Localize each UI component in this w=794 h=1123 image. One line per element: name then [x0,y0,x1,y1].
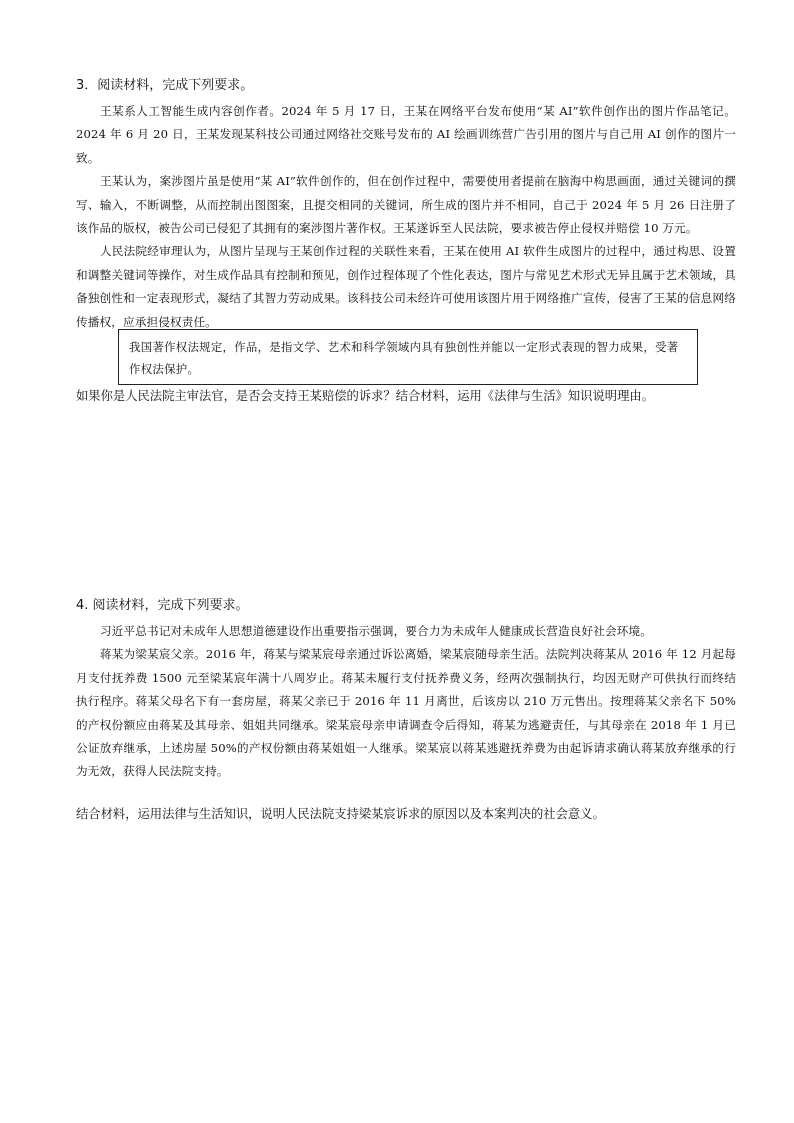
copyright-law-box: 我国著作权法规定，作品，是指文学、艺术和科学领域内具有独创性并能以一定形式表现的智力成果，受著作权法保护。 [118,329,698,385]
question-4-prompt: 结合材料，运用法律与生活知识，说明人民法院支持梁某宸诉求的原因以及本案判决的社会意义。 [76,807,605,821]
question-4-title: 4. 阅读材料，完成下列要求。 [76,598,249,613]
question-4-paragraph: 习近平总书记对未成年人思想道德建设作出重要指示强调，要合力为未成年人健康成长营造良好社会环境。 [100,624,652,638]
question-3-paragraph: 王某系人工智能生成内容创作者。2024 年 5 月 17 日，王某在网络平台发布使用“某 AI”软件创作出的图片作品笔记。2024 年 6 月 20 日，王某发现某科技公司通过网络社交账号发布的 AI 绘画训练营广告引用的图片与自己用 AI 创作的图片一致。 [76,104,736,165]
question-3-paragraph: 王某认为，案涉图片虽是使用“某 AI”软件创作的，但在创作过程中，需要使用者提前在脑海中构思画面，通过关键词的撰写、输入，不断调整，从而控制出图图案，且提交相同的关键词，所生成的图片并不相同，自己于 2024 年 5 月 26 日注册了该作品的版权，被告公司已侵犯了其拥有的案涉图片著作权。王某遂诉至人民法院，要求被告停止侵权并赔偿 10 万元。 [76,174,736,236]
question-3 [76,76,736,334]
question-4-paragraph: 蒋某为梁某宸父亲。2016 年，蒋某与梁某宸母亲通过诉讼离婚，梁某宸随母亲生活。法院判决蒋某从 2016 年 12 月起每月支付抚养费 1500 元至梁某宸年满十八周岁止。蒋某未履行支付抚养费义务，经两次强制执行，均因无财产可供执行而终结执行程序。蒋某父母名下有一套房屋，蒋某父亲已于 2016 年 11 月离世，后该房以 210 万元售出。按理蒋某父亲名下 50%的产权份额应由蒋某及其母亲、姐姐共同继承。梁某宸母亲申请调查令后得知，蒋某为逃避责任，与其母亲在 2018 年 1 月已公证放弃继承，上述房屋 50%的产权份额由蒋某姐姐一人继承。梁某宸以蒋某逃避抚养费为由起诉请求确认蒋某放弃继承的行为无效，获得人民法院支持。 [76,647,736,779]
question-4 [76,596,736,784]
question-3-paragraph: 人民法院经审理认为，从图片呈现与王某创作过程的关联性来看，王某在使用 AI 软件生成图片的过程中，通过构思、设置和调整关键词等操作，对生成作品具有控制和预见，创作过程体现了个性化表达，图片与常见艺术形式无异且属于艺术领域，具备独创性和一定表现形式，凝结了其智力劳动成果。该科技公司未经许可使用该图片用于网络推广宣传，侵害了王某的信息网络传播权，应承担侵权责任。 [76,244,736,329]
question-3-prompt: 如果你是人民法院主审法官，是否会支持王某赔偿的诉求？结合材料，运用《法律与生活》知识说明理由。 [76,389,654,403]
question-3-title: 3．阅读材料，完成下列要求。 [76,78,254,93]
